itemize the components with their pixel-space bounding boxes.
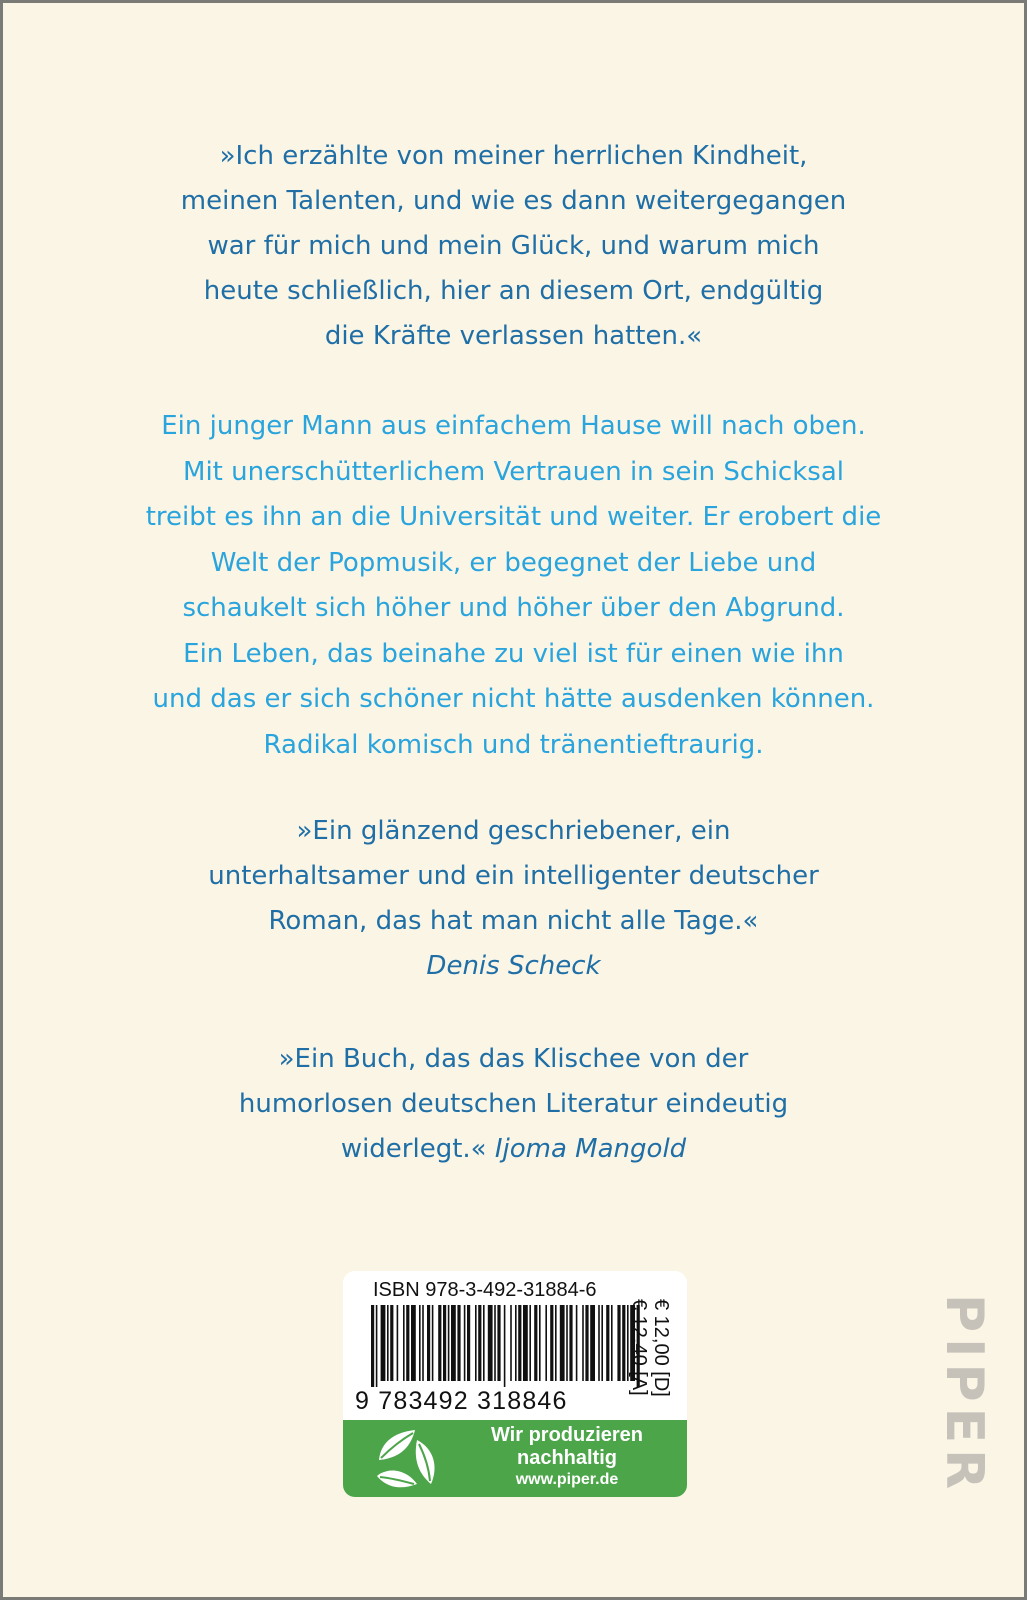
eco-text-line1: Wir produzieren: [490, 1424, 644, 1446]
barcode-bar: [381, 1305, 386, 1381]
quote-line: die Kräfte verlassen hatten.«: [324, 321, 703, 351]
barcode-bar: [566, 1305, 568, 1381]
barcode-bar: [523, 1305, 528, 1381]
barcode-bar: [539, 1305, 541, 1381]
barcode-bar: [422, 1305, 424, 1381]
barcode-bar: [504, 1305, 506, 1387]
barcode-bar: [497, 1305, 500, 1381]
barcode-bar: [488, 1305, 493, 1381]
barcode-bar: [534, 1305, 537, 1381]
review-line-end: widerlegt.«: [340, 1134, 487, 1164]
barcode-bar: [478, 1305, 481, 1381]
barcode-bar: [582, 1305, 584, 1381]
barcode-bar: [371, 1305, 374, 1387]
price-austria: € 12,40 [A]: [628, 1299, 650, 1396]
barcode-bar: [622, 1305, 625, 1381]
barcode-bar: [443, 1305, 446, 1381]
quote-line: heute schließlich, hier an diesem Ort, endgültig: [203, 276, 824, 306]
review-author: Ijoma Mangold: [494, 1134, 687, 1164]
quote-line: meinen Talenten, und wie es dann weitergegangen: [180, 186, 847, 216]
book-blurb: [3, 404, 1024, 768]
price-column: [628, 1299, 672, 1415]
review-line: unterhaltsamer und ein intelligenter deutscher: [208, 861, 819, 891]
barcode-bar: [397, 1305, 399, 1381]
barcode-icon: [371, 1305, 641, 1387]
recycle-leaves-icon: [371, 1426, 443, 1492]
quote-line: war für mich und mein Glück, und warum mich: [207, 231, 820, 261]
barcode-label: [343, 1271, 687, 1497]
barcode-bar: [464, 1305, 466, 1381]
barcode-bar: [590, 1305, 595, 1381]
review-quote-mangold: [3, 1037, 1024, 1172]
opening-quote: [3, 134, 1024, 359]
barcode-bar: [518, 1305, 521, 1381]
barcode-bar: [598, 1305, 600, 1381]
barcode-bar: [390, 1305, 393, 1381]
barcode-bar: [427, 1305, 430, 1381]
review-line: humorlosen deutschen Literatur eindeutig: [238, 1089, 789, 1119]
blurb-line: Radikal komisch und tränentieftraurig.: [263, 729, 764, 760]
review-line: »Ein Buch, das das Klischee von der: [278, 1044, 749, 1074]
barcode-bar: [617, 1305, 620, 1381]
barcode-bar: [550, 1305, 553, 1381]
blurb-line: treibt es ihn an die Universität und weiter. Er erobert die: [145, 502, 882, 532]
barcode-bar: [376, 1305, 378, 1387]
barcode-bar: [576, 1305, 578, 1381]
barcode-bar: [560, 1305, 565, 1381]
barcode-bar: [451, 1305, 456, 1381]
barcode-bar: [569, 1305, 572, 1381]
book-back-cover: [3, 3, 1024, 1597]
barcode-bar: [419, 1305, 421, 1381]
publisher-website: www.piper.de: [515, 1471, 619, 1488]
barcode-bar: [483, 1305, 485, 1381]
blurb-line: Ein junger Mann aus einfachem Hause will nach oben.: [161, 411, 866, 441]
eco-text-line2: nachhaltig: [516, 1447, 617, 1469]
review-line: Roman, das hat man nicht alle Tage.«: [268, 906, 759, 936]
barcode-bar: [457, 1305, 460, 1381]
review-author: Denis Scheck: [426, 951, 601, 981]
blurb-line: und das er sich schöner nicht hätte ausdenken können.: [152, 684, 875, 714]
quote-line: »Ich erzählte von meiner herrlichen Kindheit,: [219, 141, 808, 171]
barcode-bar: [555, 1305, 557, 1381]
publisher-logo: PIPER: [934, 1294, 994, 1496]
barcode-bar: [585, 1305, 588, 1381]
barcode-bar: [529, 1305, 531, 1381]
barcode-bar: [403, 1305, 405, 1381]
review-line-last: [3, 1127, 1024, 1172]
barcode-bar: [545, 1305, 547, 1381]
price-germany: € 12,00 [D]: [650, 1299, 672, 1397]
blurb-line: Ein Leben, das beinahe zu viel ist für einen wie ihn: [183, 638, 844, 669]
barcode-bar: [494, 1305, 496, 1381]
barcode-bar: [411, 1305, 416, 1381]
review-line: »Ein glänzend geschriebener, ein: [296, 816, 731, 846]
isbn-text: ISBN 978-3-492-31884-6: [373, 1279, 597, 1301]
barcode-bar: [432, 1305, 434, 1381]
barcode-bar: [438, 1305, 441, 1381]
barcode-bar: [510, 1305, 512, 1381]
review-quote-scheck: [3, 809, 1024, 989]
blurb-line: Welt der Popmusik, er begegnet der Liebe und: [210, 547, 817, 578]
sustainability-badge: [343, 1420, 687, 1497]
barcode-bar: [515, 1305, 517, 1381]
blurb-line: Mit unerschütterlichem Vertrauen in sein Schicksal: [183, 456, 844, 487]
barcode-digits: 9 783492 318846: [355, 1387, 568, 1415]
barcode-bar: [611, 1305, 613, 1381]
barcode-bar: [387, 1305, 389, 1381]
barcode-bar: [475, 1305, 477, 1381]
barcode-bar: [406, 1305, 409, 1381]
blurb-line: schaukelt sich höher und höher über den Abgrund.: [182, 593, 845, 623]
barcode-bar: [606, 1305, 609, 1381]
barcode-bar: [448, 1305, 450, 1381]
barcode-bar: [467, 1305, 470, 1381]
barcode-bar: [601, 1305, 603, 1381]
